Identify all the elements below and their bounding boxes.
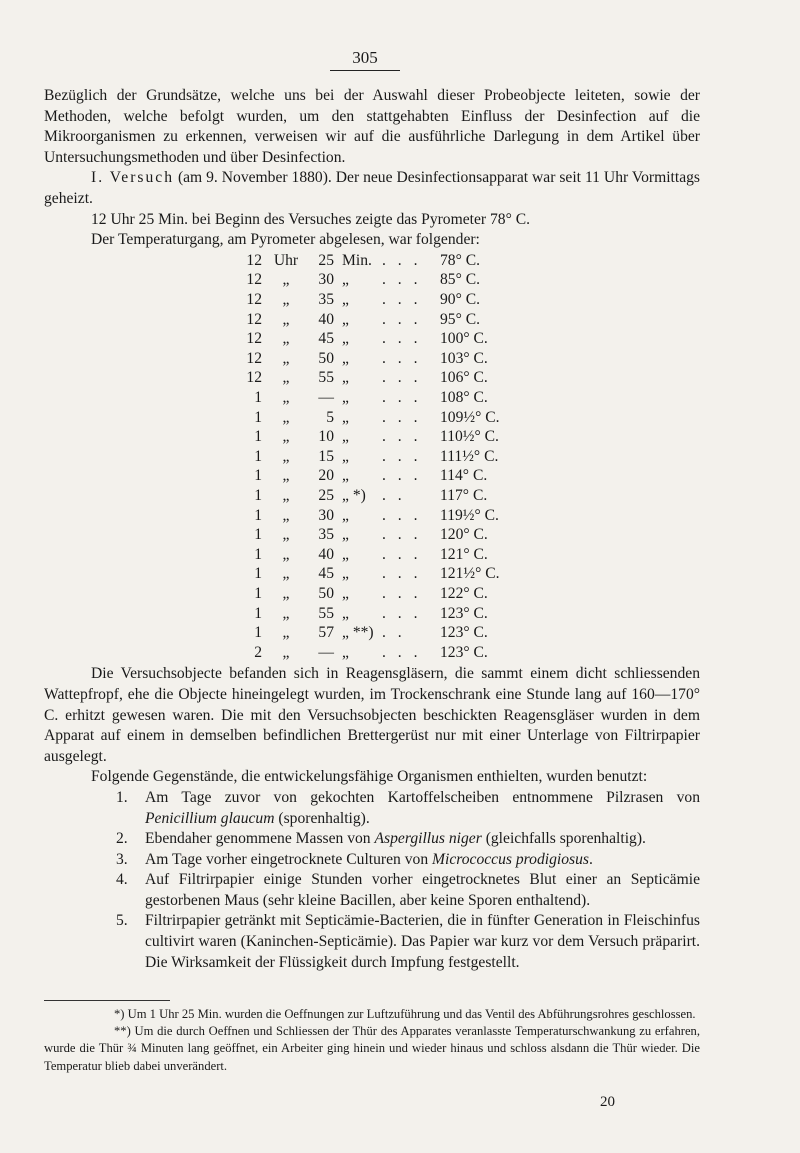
leader-dots: . . . [382,388,422,406]
hour-cell: 1 [254,388,262,406]
temperature-cell: 120° C. [440,526,488,544]
list-item-text: Am Tage zuvor von gekochten Kartoffelscheiben entnommene Pilzrasen von [145,788,700,806]
leader-dots: . . . [382,310,422,328]
minute-label-cell: „ [342,545,349,563]
unit-cell: „ [282,584,290,602]
table-row [44,466,644,487]
minute-label-cell: „ [342,408,349,426]
leader-dots: . . . [382,251,422,269]
minute-label-cell: „ [342,428,349,446]
footnotes [44,1006,700,1075]
list-item-number: 2. [116,830,128,848]
footnote-2: **) Um die durch Oeffnen und Schliessen der Thür des Apparates veranlasste Temperaturschwankung zu erfahren, wurde die Thür ¾ Minuten lang geöffnet, ein Arbeiter ging hinein und wieder hinaus und schloss alsdann die Thür wieder. Die Temperatur blieb dabei unverändert. [44,1024,700,1073]
table-row [44,388,644,409]
table-row [44,270,644,291]
leader-dots: . . . [382,643,422,661]
leader-dots: . . . [382,545,422,563]
hour-cell: 1 [254,584,262,602]
minute-cell: 55 [318,369,334,387]
experiment-label: I. Versuch [91,169,174,187]
leader-dots: . . . [382,369,422,387]
minute-label-cell: „ [342,330,349,348]
hour-cell: 1 [254,545,262,563]
hour-cell: 12 [246,330,262,348]
minute-cell: 57 [318,624,334,642]
list-item-suffix: (sporenhaltig). [274,809,370,827]
unit-cell: „ [282,369,290,387]
leader-dots: . . . [382,330,422,348]
minute-label-cell: „ [342,526,349,544]
objects-list [44,788,700,973]
temperature-cell: 85° C. [440,271,481,289]
hour-cell: 12 [246,369,262,387]
minute-cell: 35 [318,290,334,308]
table-row [44,564,644,585]
temperature-cell: 123° C. [440,643,488,661]
minute-cell: 15 [318,447,334,465]
intro-paragraph: Bezüglich der Grundsätze, welche uns bei der Auswahl dieser Probeobjecte leiteten, sowie der Methoden, welche befolgt wurden, um den stattgehabten Einfluss der Desinfection auf die Mikroorganismen zu erkennen, verweisen wir auf die ausführliche Darlegung in dem Artikel über Untersuchungsmethoden und über Desinfection. [44,87,700,166]
minute-cell: — [318,643,334,661]
experiment-heading [44,168,700,209]
minute-cell: 50 [318,349,334,367]
leader-dots: . . . [382,565,422,583]
minute-cell: 50 [318,584,334,602]
unit-cell: „ [282,624,290,642]
hour-cell: 12 [246,349,262,367]
minute-label-cell: „ [342,388,349,406]
minute-label-cell: „ [342,271,349,289]
list-item-text: Auf Filtrirpapier einige Stunden vorher eingetrocknetes Blut einer an Septicämie gestorbenen Maus (sehr kleine Bacillen, aber keine Sporen enthaltend). [145,871,700,909]
table-row [44,486,644,507]
temperature-cell: 90° C. [440,290,481,308]
minute-label-cell: „ [342,506,349,524]
table-row [44,368,644,389]
table-row [44,408,644,429]
minute-cell: 55 [318,604,334,622]
unit-cell: „ [282,271,290,289]
minute-cell: 40 [318,310,334,328]
leader-dots: . . . [382,447,422,465]
temperature-cell: 95° C. [440,310,481,328]
table-row [44,643,644,664]
temperature-cell: 103° C. [440,349,488,367]
unit-cell: „ [282,290,290,308]
temperature-cell: 119½° C. [440,506,499,524]
leader-dots: . . . [382,428,422,446]
list-item-suffix: (gleichfalls sporenhaltig). [481,830,646,848]
hour-cell: 1 [254,408,262,426]
table-row [44,349,644,370]
leader-dots: . . . [382,467,422,485]
leader-dots: . . . [382,408,422,426]
table-row [44,427,644,448]
table-row [44,251,644,272]
minute-cell: 40 [318,545,334,563]
hour-cell: 1 [254,486,262,504]
table-row [44,310,644,331]
temperature-cell: 108° C. [440,388,488,406]
table-row [44,447,644,468]
temperature-cell: 117° C. [440,486,488,504]
list-item [44,911,700,973]
unit-cell: „ [282,526,290,544]
unit-cell: „ [282,486,290,504]
temperature-table [44,251,700,665]
species-name: Aspergillus niger [374,830,482,848]
minute-label-cell: „ [342,643,349,661]
minute-cell: 45 [318,565,334,583]
temperature-cell: 122° C. [440,584,488,602]
unit-cell: „ [282,467,290,485]
table-row [44,584,644,605]
temperature-cell: 78° C. [440,251,481,269]
minute-cell: 45 [318,330,334,348]
hour-cell: 1 [254,624,262,642]
unit-cell: „ [282,604,290,622]
unit-cell: „ [282,428,290,446]
hour-cell: 12 [246,251,262,269]
table-row [44,623,644,644]
table-row [44,545,644,566]
table-row [44,329,644,350]
minute-label-cell: „ [342,447,349,465]
minute-label-cell: „ **) [342,624,374,642]
minute-cell: 5 [326,408,334,426]
hour-cell: 1 [254,604,262,622]
leader-dots: . . [382,486,406,504]
temperature-cell: 100° C. [440,330,488,348]
table-row [44,506,644,527]
minute-cell: 25 [318,251,334,269]
footnote-rule [44,1000,170,1001]
unit-cell: „ [282,506,290,524]
list-item-text: Ebendaher genommene Massen von [145,830,375,848]
temperature-cell: 111½° C. [440,447,499,465]
signature-mark: 20 [600,1094,615,1110]
body-text [44,86,700,973]
objects-paragraph: Die Versuchsobjecte befanden sich in Reagensgläsern, die sammt einem dicht schliessenden Wattepfropf, ehe die Objecte hineingelegt wurden, im Trockenschrank eine Stunde lang auf 160—170° C. erhitzt gewesen waren. Die mit den Versuchsobjecten beschickten Reagensgläser wurden in dem Apparat auf einem in demselben befindlichen Brettergerüst nur mit einer Unterlage von Filtrirpapier ausgelegt. [44,665,700,765]
unit-cell: Uhr [273,251,299,269]
minute-label-cell: Min. [342,251,372,269]
list-item [44,788,700,829]
leader-dots: . . . [382,506,422,524]
leader-dots: . . . [382,271,422,289]
list-intro: Folgende Gegenstände, die entwickelungsfähige Organismen enthielten, wurden benutzt: [91,768,648,786]
list-item-number: 4. [116,871,128,889]
minute-label-cell: „ [342,349,349,367]
unit-cell: „ [282,545,290,563]
minute-label-cell: „ [342,290,349,308]
species-name: Penicillium glaucum [145,809,275,827]
hour-cell: 1 [254,506,262,524]
unit-cell: „ [282,349,290,367]
hour-cell: 12 [246,290,262,308]
start-line: 12 Uhr 25 Min. bei Beginn des Versuches zeigte das Pyrometer 78° C. [91,210,531,228]
unit-cell: „ [282,408,290,426]
hour-cell: 12 [246,310,262,328]
list-item [44,850,700,871]
list-item-number: 1. [116,788,128,806]
experiment-text: (am 9. November 1880). Der neue Desinfectionsapparat war seit 11 Uhr Vormittags geheizt. [44,169,700,207]
minute-cell: — [318,388,334,406]
hour-cell: 1 [254,565,262,583]
temperature-cell: 123° C. [440,624,488,642]
minute-cell: 20 [318,467,334,485]
hour-cell: 2 [254,643,262,661]
list-item-suffix: . [588,850,593,868]
list-item-number: 3. [116,850,128,868]
leader-dots: . . [382,624,406,642]
leader-dots: . . . [382,604,422,622]
minute-label-cell: „ [342,604,349,622]
minute-cell: 35 [318,526,334,544]
minute-label-cell: „ *) [342,486,366,504]
hour-cell: 1 [254,428,262,446]
list-item [44,829,700,850]
species-name: Micrococcus prodigiosus [432,850,589,868]
list-item-text: Am Tage vorher eingetrocknete Culturen von [145,850,433,868]
minute-label-cell: „ [342,584,349,602]
hour-cell: 12 [246,271,262,289]
temperature-cell: 106° C. [440,369,488,387]
minute-label-cell: „ [342,310,349,328]
list-item [44,870,700,911]
footnote-1: *) Um 1 Uhr 25 Min. wurden die Oeffnungen zur Luftzuführung und das Ventil des Abführungsrohres geschlossen. [114,1007,696,1021]
unit-cell: „ [282,565,290,583]
minute-label-cell: „ [342,369,349,387]
minute-label-cell: „ [342,565,349,583]
leader-dots: . . . [382,526,422,544]
unit-cell: „ [282,643,290,661]
list-item-number: 5. [116,912,128,930]
leader-dots: . . . [382,349,422,367]
minute-cell: 10 [318,428,334,446]
page-number: 305 [330,48,400,71]
unit-cell: „ [282,310,290,328]
hour-cell: 1 [254,447,262,465]
minute-cell: 30 [318,506,334,524]
table-row [44,290,644,311]
unit-cell: „ [282,330,290,348]
hour-cell: 1 [254,467,262,485]
temperature-cell: 123° C. [440,604,488,622]
temperature-cell: 110½° C. [440,428,499,446]
unit-cell: „ [282,388,290,406]
leader-dots: . . . [382,584,422,602]
minute-cell: 25 [318,486,334,504]
list-item-text: Filtrirpapier getränkt mit Septicämie-Bacterien, die in fünfter Generation in Fleischinfus cultivirt waren (Kaninchen-Septicämie). Das Papier war kurz vor dem Versuch präparirt. Die Wirksamkeit der Flüssigkeit durch Impfung festgestellt. [145,912,700,971]
hour-cell: 1 [254,526,262,544]
table-intro: Der Temperaturgang, am Pyrometer abgelesen, war folgender: [91,231,480,249]
temperature-cell: 121½° C. [440,565,500,583]
table-row [44,604,644,625]
unit-cell: „ [282,447,290,465]
leader-dots: . . . [382,290,422,308]
table-row [44,525,644,546]
temperature-cell: 121° C. [440,545,488,563]
temperature-cell: 109½° C. [440,408,500,426]
minute-label-cell: „ [342,467,349,485]
temperature-cell: 114° C. [440,467,488,485]
minute-cell: 30 [318,271,334,289]
